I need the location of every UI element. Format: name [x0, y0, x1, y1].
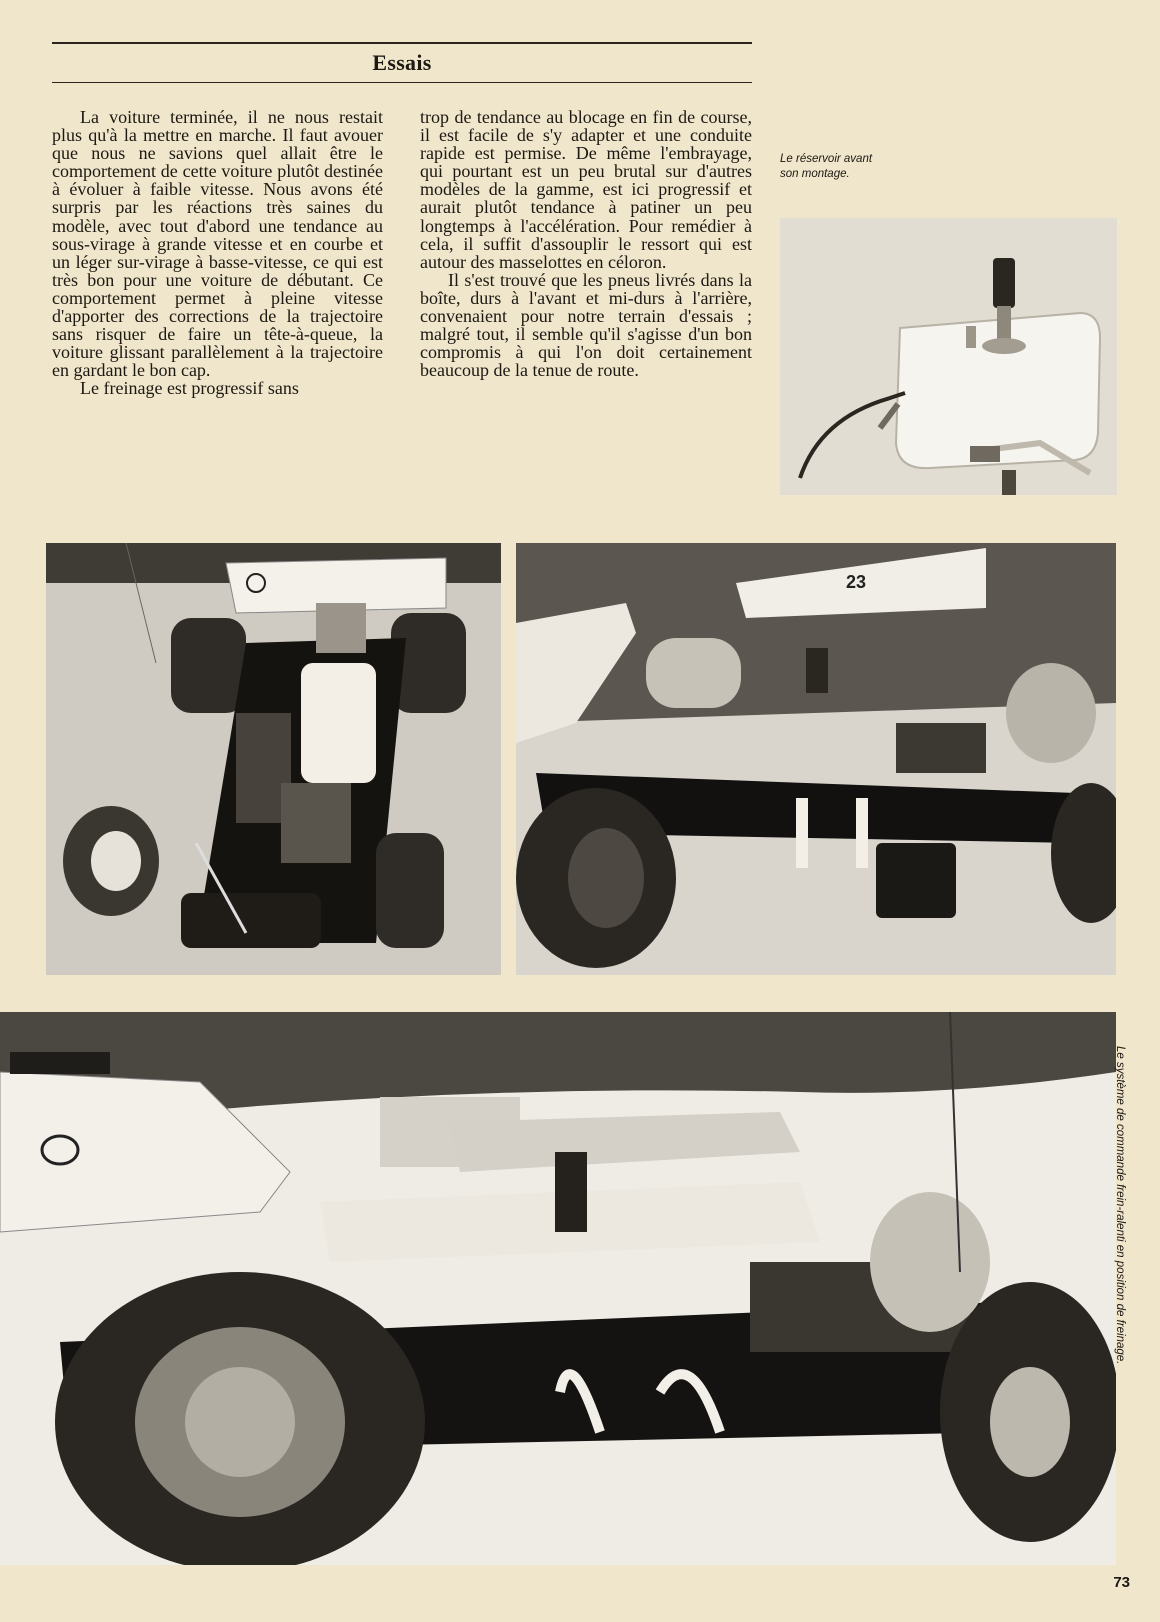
- article-column-2: [420, 108, 752, 379]
- paragraph: La voiture terminée, il ne nous restait plus qu'à la mettre en marche. Il faut avouer que nous ne savions quel allait être le comportement de cette voiture plutôt destinée à évoluer à faible vitesse. Nous avons été surpris par les réactions très saines du modèle, avec tout d'abord une tendance au sous-virage à grande vitesse et en courbe et un léger sur-virage à basse-vitesse, ce qui est très bon pour une voiture de débutant. Ce comportement permet à pleine vitesse d'apporter des corrections de la trajectoire sans risquer de faire un tête-à-queue, la voiture glissant parallèlement à la trajectoire en gardant le bon cap.: [52, 107, 383, 381]
- paragraph: Il s'est trouvé que les pneus livrés dans la boîte, durs à l'avant et mi-durs à l'arrière, convenaient pour notre terrain d'essais ; malgré tout, il semble qu'il s'agisse d'un bon compromis à qui l'on doit certainement beaucoup de la tenue de route.: [420, 269, 752, 381]
- photo-car-large: [0, 1012, 1116, 1565]
- svg-text:23: 23: [846, 572, 867, 592]
- article-column-1: [52, 108, 383, 398]
- paragraph: trop de tendance au blocage en fin de course, il est facile de s'y adapter et une conduite rapide est permise. De même l'embrayage, qui pourtant est un peu brutal sur d'autres modèles de la gamme, est ici progressif et aurait plutôt tendance à patiner un peu longtemps à l'accélération. Pour remédier à cela, il suffit d'assouplir le ressort qui est autour des masselottes en céloron.: [420, 107, 752, 272]
- photo-car-top-view: [46, 543, 501, 975]
- tank-caption: Le réservoir avant son montage.: [780, 153, 873, 180]
- top-rule: [52, 42, 752, 44]
- paragraph: Le freinage est progressif sans: [80, 378, 299, 399]
- photo-car-side-view: [516, 543, 1116, 975]
- section-title: Essais: [372, 50, 432, 75]
- title-rule: [52, 82, 752, 83]
- page-number: 73: [1113, 1574, 1130, 1591]
- photo-fuel-tank: [780, 218, 1117, 495]
- brake-caption: Le système de commande frein-ralenti en position de freinage.: [1114, 1046, 1126, 1365]
